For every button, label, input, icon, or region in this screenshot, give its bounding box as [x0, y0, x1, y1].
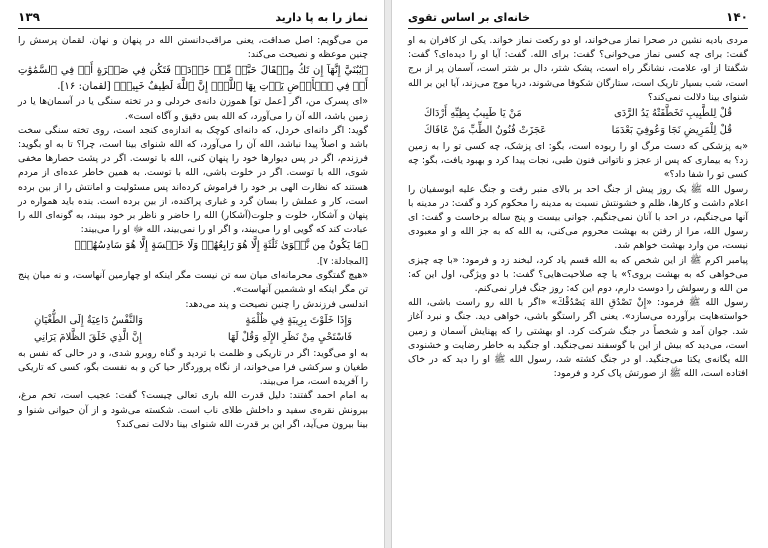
paragraph: گوید: اگر دانه‌ای خردل، که دانه‌ای کوچک به اندازه‌ی کنجد است، روی تخته سنگی سخت باشد و اصلاً پیدا نباشد، الله آن را می‌آورد، که الله شنوای بینا است، چرا؟ تا به او بگوید: فرزندم، اگر در پس دیوارها خود را پنهان کنی، الله با توست. اگر در پشت حصارها مخفی شوی، الله با توست. اگر در خلوت باشی، الله با توست. به همین خاطر عده‌ای از مردم هستند که نظارت الهی بر خود را فراموش کرده‌اند پس مسئولیت و امانتش را از بین برده است، کار و عملش را بسان گرد و غباری پراکنده، از بین برده است. بنده باید همواره در پنهان و آشکار، خلوت و جلوت(آشکار) الله را حاضر و ناظر بر خود ببیند، به گونه‌ای الله را عبادت کند که گویی او را می‌بیند، و اگر او را نمی‌بیند، الله ﷻ او را می‌بیند:: [18, 124, 368, 236]
poem-line: [408, 106, 748, 122]
paragraph: به او می‌گوید: اگر در تاریکی و ظلمت با تردید و گناه روبرو شدی، و در حالی که نفس به طغیان و سرکشی فرا می‌خواند، از نگاه پروردگار حیا کن و به نفست بگو، کسی که تاریکی را آفریده است، مرا می‌بیند.: [18, 347, 368, 388]
poem-hemistich: مَنْ يَا طَبِيبُ بِطِبِّهِ أَرْدَاكَ: [424, 108, 522, 120]
quran-verse: ﴿يَٰبُنَيَّ إِنَّهَآ إِن تَكُ مِثۡقَالَ حَبَّةٖ مِّنۡ خَرۡدَلٖ فَتَكُن فِي صَخۡرَةٍ أَوۡ فِي ٱلسَّمَٰوَٰتِ أَوۡ فِي ٱلۡأَرۡضِ يَأۡتِ بِهَا ٱللَّهُۚ إِنَّ ٱللَّهَ لَطِيفٌ خَبِيرٞ﴾ [لقمان: ۱۶].: [18, 65, 368, 92]
paragraph: «هیچ گفتگوی محرمانه‌ای میان سه تن نیست مگر اینکه او چهارمین آنهاست، و نه میان پنج تن مگر اینکه او ششمین آنهاست».: [18, 270, 368, 296]
right-page: [394, 6, 760, 542]
poem-hemistich: وَالنَّفْسُ دَاعِيَةٌ إِلَى الطُّغْيَانِ: [34, 314, 144, 326]
page-body: [18, 34, 368, 432]
left-page: [6, 6, 382, 542]
quran-verse: ﴿مَا يَكُونُ مِن نَّجۡوَىٰ ثَلَٰثَةٍ إِلَّا هُوَ رَابِعُهُمۡ وَلَا خَمۡسَةٍ إِلَّا هُوَ سَادِسُهُمۡ﴾: [74, 240, 368, 252]
paragraph: اندلسی فرزندش را چنین نصیحت و پند می‌دهد:: [185, 298, 368, 310]
book-gutter: [384, 0, 392, 548]
page-body: [408, 34, 748, 381]
running-title: خانه‌ای بر اساس تقوی: [408, 10, 531, 24]
poem-hemistich: إِنَّ الَّذِي خَلَقَ الظَّلامَ يَرَانِي: [34, 331, 142, 343]
poem-hemistich: عَجَزَتْ فُنُونُ الطِّبِّ مَنْ عَافَاكَ: [424, 125, 547, 137]
page-number: ۱۴۰: [726, 10, 748, 24]
poem-line: [18, 313, 368, 329]
paragraph: رسول الله ﷺ یک روز پیش از جنگ احد بر بالای منبر رفت و جنگ علیه ابوسفیان را اعلام داشت و کارها، ظلم و خشونتش نسبت به مدینه را محکوم کرد و گفت: در مدینه با آنها می‌جنگیم، در احد با آنان نمی‌جنگیم. جوانی بیست و پنج ساله برخاست و گفت: ای رسول الله، مرا از رفتن به بهشت محروم می‌کنی، به الله که به جز الله و او معبودی نیست، من وارد بهشت خواهم شد.: [408, 183, 748, 252]
poem-line: [18, 330, 368, 346]
verse-reference: [المجادلة: ۷].: [316, 256, 368, 267]
page-header: [18, 6, 368, 29]
page-header: [408, 6, 748, 29]
paragraph: به امام احمد گفتند: دلیل قدرت الله باری تعالی چیست؟ گفت: عجیب است، تخم مرغ، بیرونش نقره‌ی سفید و داخلش طلای ناب است. شکسته می‌شود و از آن حیوانی شنوا و بینا بیرون می‌آید، اگر این بر قدرت الله شنوای بینا دلالت نمی‌کند؟: [18, 390, 368, 430]
paragraph: من می‌گویم: اصل صداقت، یعنی مراقب‌دانستن الله در پنهان و نهان. لقمان پرسش را چنین موعظه و نصیحت می‌کند:: [18, 35, 368, 61]
poem-hemistich: قُلْ لِلطَّبِيبِ تَخَطَّفَتْهُ يَدُ الرَّدَى: [613, 108, 732, 120]
paragraph: مردی بادیه نشین در صحرا نماز می‌خواند، او دو رکعت نماز خواند. یکی از کافران به او گفت: برای چه کسی نماز می‌خوانی؟ گفت: برای الله. گفت: آیا او را دیده‌ای؟ گفت: شگفتا از او، علامت، نشانگر راه است، پشک شتر، دال بر شتر است، آسمان پر از برج است، شب بسیار تاریک است، ستارگان شکوفا می‌شوند، دریا موج می‌زند، آیا این بر الله شنوای بینا دلالت نمی‌کند؟: [408, 35, 748, 103]
page-number: ۱۳۹: [18, 10, 40, 24]
paragraph: «ای پسرک من، اگر [عمل تو] هموزن دانه‌ی خردلی و در تخته سنگی یا در آسمان‌ها یا در زمین باشد، الله آن را می‌آورد، که الله بس دقیق و آگاه است».: [18, 96, 368, 122]
poem-hemistich: وَإِذَا خَلَوْتَ بِرِيبَةٍ فِي ظُلْمَةٍ: [245, 314, 352, 326]
paragraph: رسول الله ﷺ فرمود: «إِنْ تَصْدُقِ اللهَ يَصْدُقْكَ» «اگر با الله رو راست باشی، الله خواسته‌هایت برآورده می‌سازد». یعنی اگر راستگو باشی، خواهی دید. جنگ و نبرد آغاز شد. جوان آمد و شخصاً در جنگ شرکت کرد. او بهشتی را که پهنایش آسمان و زمین است، می‌دید که بیش از این با گوسفند نمی‌جنگید. او جنگید به خاطر رضایت و خشنودی الله یگانه‌ی یکتا می‌جنگید. او در جنگ کشته شد، رسول الله ﷺ او را دید که در خاک افتاده است، الله ﷺ از صورتش پاک کرد و فرمود:: [408, 297, 748, 380]
poem-hemistich: قُلْ لِلْمَرِيضِ نَجَا وَعُوفِيَ بَعْدَمَا: [611, 125, 732, 137]
poem-line: [408, 123, 748, 139]
paragraph: پیامبر اکرم ﷺ از این شخص که به الله قسم یاد کرد، لبخند زد و فرمود: «با چه چیزی می‌خواهی که به بهشت بروی؟» یا چه صلاحیت‌هایی؟ گفت: با دو ویژگی، اول این که: من الله و رسولش را دوست دارم، دوم این که: روز جنگ فرار نمی‌کنم.: [408, 254, 748, 295]
paragraph: «به پزشکی که دست مرگ او را ربوده است، بگو: ای پزشک، چه کسی تو را به زمین زد؟ به بیماری که پس از عجز و ناتوانی فنون طبی، نجات پیدا کرد و بهبود یافت، بگو: چه کسی تو را شفا داد؟»: [408, 141, 748, 181]
running-title: نماز را به پا دارید: [275, 10, 368, 24]
poem-hemistich: فَاسْتَحْيِ مِنْ نَظَرِ الإِلَهِ وَقُلْ لَهَا: [227, 331, 352, 343]
